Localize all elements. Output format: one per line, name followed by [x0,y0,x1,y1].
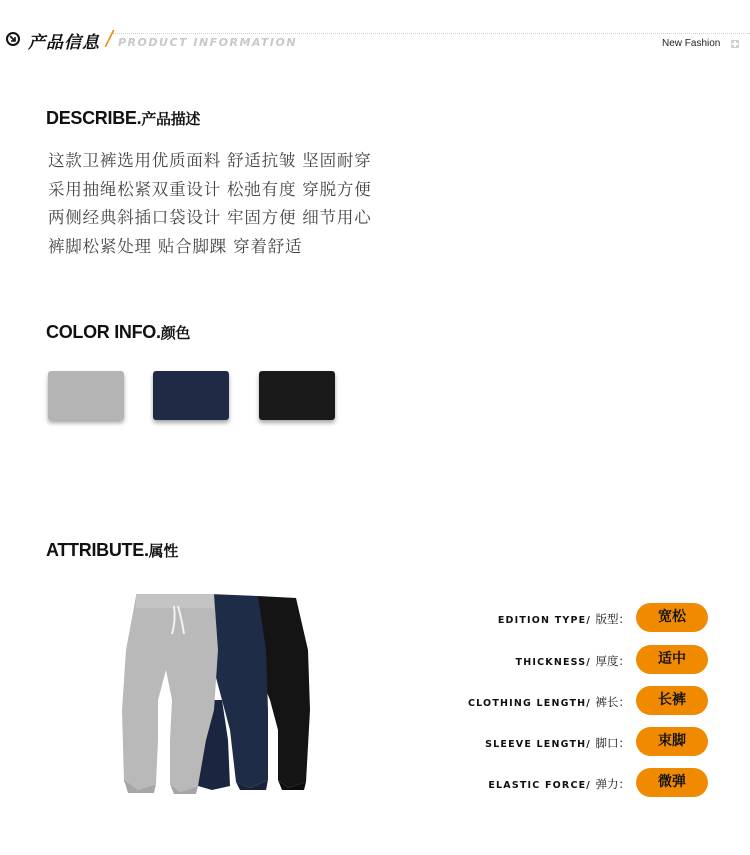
plus-icon [731,40,739,48]
attribute-row-sleeve-length [400,727,710,757]
attribute-label [485,735,630,751]
color-info-title [46,322,190,343]
page-header [0,0,750,80]
header-title-cn: 产品信息 [28,33,100,53]
attribute-label-cn: 厚度： [595,654,630,668]
color-swatch-navy[interactable] [153,371,229,420]
attribute-value-badge: 微弹 [636,768,708,797]
color-info-title-cn: 颜色 [160,324,191,342]
attribute-title-cn: 属性 [148,542,179,560]
attribute-label-en: SLEEVE LENGTH/ [485,739,591,750]
attribute-row-thickness [400,645,710,675]
attribute-label-cn: 裤长： [595,695,630,709]
attribute-title-en: ATTRIBUTE. [46,540,149,560]
description-line: 这款卫裤选用优质面料 舒适抗皱 坚固耐穿 [48,151,372,170]
attribute-label [498,611,630,627]
color-info-title-en: COLOR INFO. [46,322,161,342]
attribute-row-clothing-length [400,686,710,716]
attribute-label [468,694,630,710]
attribute-label-cn: 弹力： [595,777,630,791]
attribute-value-badge: 束脚 [636,727,708,756]
attribute-label [488,776,630,792]
attribute-value-badge: 适中 [636,645,708,674]
header-slash: / [106,26,113,50]
describe-title-en: DESCRIBE. [46,108,142,128]
attribute-label-en: EDITION TYPE/ [497,615,591,626]
attribute-label-cn: 脚口： [595,736,630,750]
attribute-value-badge: 宽松 [636,603,708,632]
color-swatch-grey[interactable] [48,371,124,420]
description-line: 采用抽绳松紧双重设计 松弛有度 穿脱方便 [48,179,372,199]
describe-title-cn: 产品描述 [141,110,201,128]
description-block [48,147,428,261]
header-dotted-rule [112,33,750,34]
arrow-circle-icon [6,32,20,46]
attribute-row-elastic-force [400,768,710,798]
attribute-label-en: CLOTHING LENGTH/ [467,698,591,709]
attribute-value-badge: 长裤 [636,686,708,715]
color-swatch-black[interactable] [259,371,335,420]
attribute-row-edition-type [400,603,710,633]
attribute-label-cn: 版型： [595,612,630,626]
attribute-label [516,653,630,669]
attribute-title [46,540,178,561]
description-line: 两侧经典斜插口袋设计 牢固方便 细节用心 [48,208,372,227]
attribute-label-en: ELASTIC FORCE/ [488,780,591,791]
attribute-label-en: THICKNESS/ [515,657,591,668]
product-image-pants [118,590,318,795]
describe-title [46,108,200,129]
description-line: 裤脚松紧处理 贴合脚踝 穿着舒适 [48,236,303,256]
new-fashion-label: New Fashion [662,38,721,49]
header-title-en: PRODUCT INFORMATION [118,36,298,49]
